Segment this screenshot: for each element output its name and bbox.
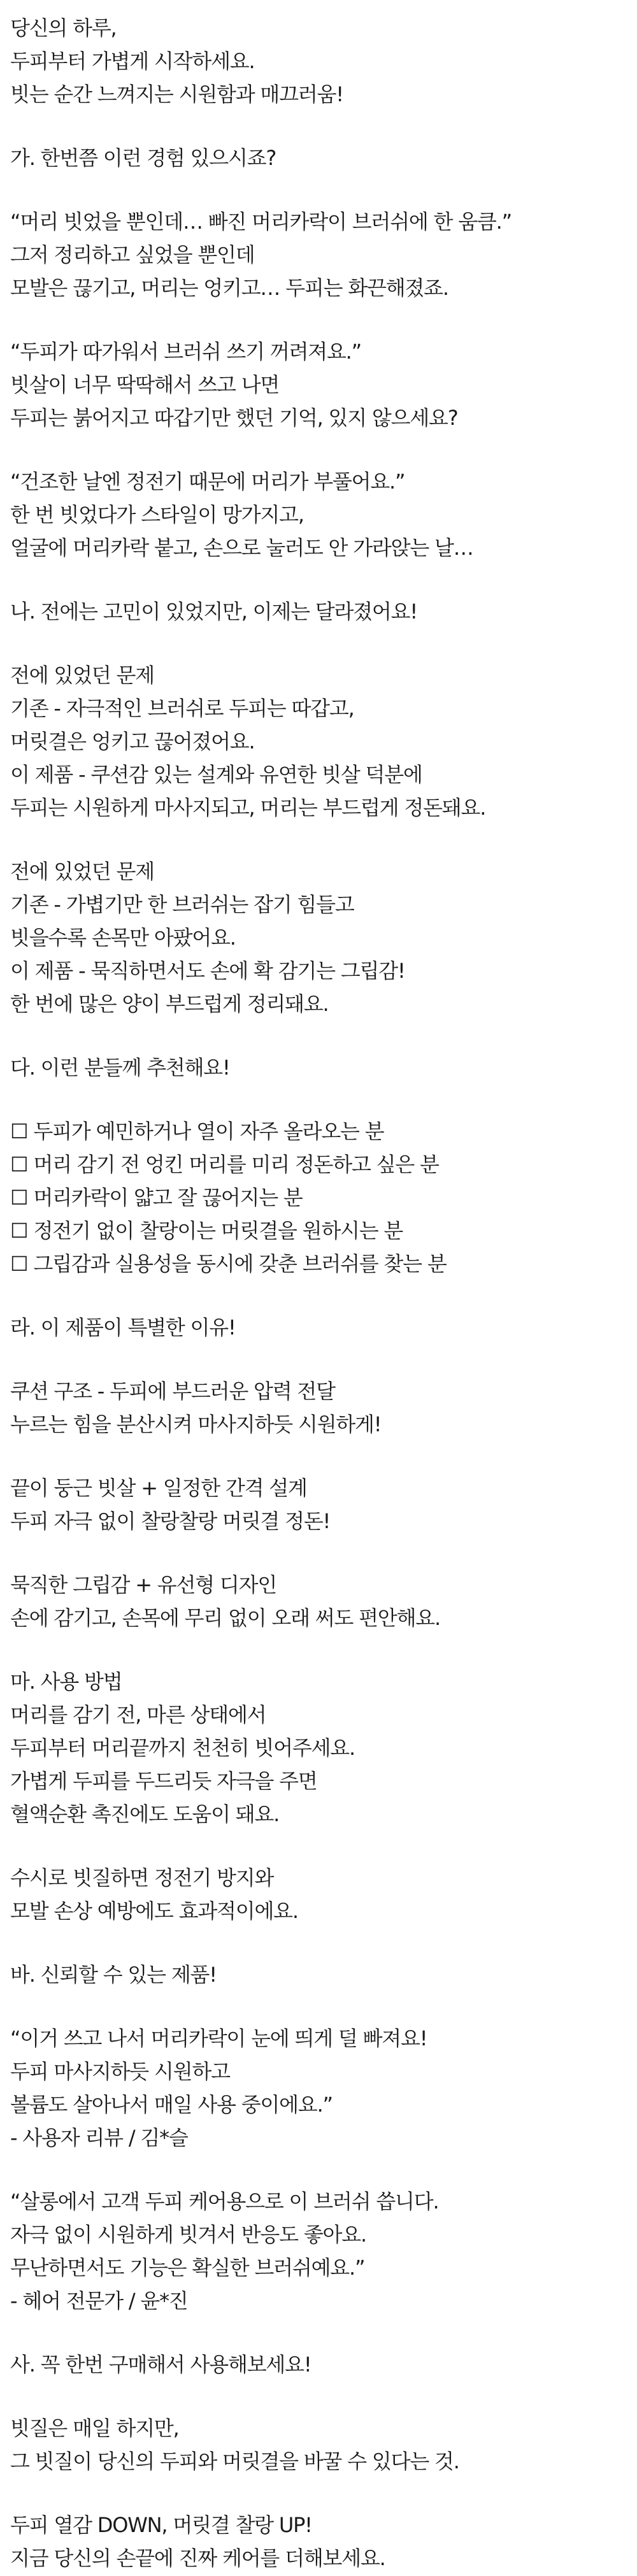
text-line: 누르는 힘을 분산시켜 마사지하듯 시원하게! xyxy=(10,1412,382,1436)
text-line: “건조한 날엔 정전기 때문에 머리가 부풀어요.” xyxy=(10,469,405,494)
text-line: 무난하면서도 기능은 확실한 브러쉬예요.” xyxy=(10,2256,365,2280)
text-line: “두피가 따가워서 브러쉬 쓰기 꺼려져요.” xyxy=(10,340,362,364)
text-line: 자극 없이 시원하게 빗겨서 반응도 좋아요. xyxy=(10,2222,366,2247)
text-line: 두피 열감 DOWN, 머릿결 찰랑 UP! xyxy=(10,2513,312,2537)
text-paragraph xyxy=(10,465,637,564)
text-line: 손에 감기고, 손목에 무리 없이 오래 써도 편안해요. xyxy=(10,1606,440,1630)
text-line: ☐ 정전기 없이 찰랑이는 머릿결을 원하시는 분 xyxy=(10,1219,403,1243)
paragraph-gap xyxy=(10,824,637,855)
paragraph-gap xyxy=(10,1538,637,1568)
text-line: 끝이 둥근 빗살 + 일정한 간격 설계 xyxy=(10,1476,307,1500)
text-line: ☐ 머리 감기 전 엉킨 머리를 미리 정돈하고 싶은 분 xyxy=(10,1152,439,1177)
text-line: 나. 전에는 고민이 있었지만, 이제는 달라졌어요! xyxy=(10,599,417,624)
text-line: 전에 있었던 문제 xyxy=(10,859,154,884)
text-paragraph xyxy=(10,1311,637,1344)
paragraph-gap xyxy=(10,1831,637,1861)
text-line: 가볍게 두피를 두드리듯 자극을 주면 xyxy=(10,1769,317,1793)
paragraph-gap xyxy=(10,1928,637,1958)
text-line: 그 빗질이 당신의 두피와 머릿결을 바꿀 수 있다는 것. xyxy=(10,2449,459,2473)
text-line: 수시로 빗질하면 정전기 방지와 xyxy=(10,1866,274,1890)
text-line: 한 번에 많은 양이 부드럽게 정리돼요. xyxy=(10,992,329,1016)
text-paragraph xyxy=(10,1115,637,1280)
text-line: 두피 마사지하듯 시원하고 xyxy=(10,2059,230,2084)
text-line: 얼굴에 머리카락 붙고, 손으로 눌러도 안 가라앉는 날… xyxy=(10,536,473,560)
text-paragraph xyxy=(10,205,637,304)
text-paragraph xyxy=(10,2185,637,2317)
text-line: 기존 - 자극적인 브러쉬로 두피는 따갑고, xyxy=(10,696,354,720)
text-paragraph xyxy=(10,1471,637,1538)
text-line: 마. 사용 방법 xyxy=(10,1670,122,1694)
text-line: 두피부터 머리끝까지 천천히 빗어주세요. xyxy=(10,1736,355,1760)
text-line: 두피부터 가볍게 시작하세요. xyxy=(10,49,255,73)
paragraph-gap xyxy=(10,434,637,465)
text-line: 빗살이 너무 딱딱해서 쓰고 나면 xyxy=(10,373,280,397)
text-line: ☐ 머리카락이 얇고 잘 끊어지는 분 xyxy=(10,1185,303,1210)
paragraph-gap xyxy=(10,2154,637,2185)
text-paragraph xyxy=(10,1568,637,1635)
paragraph-gap xyxy=(10,2478,637,2508)
text-line: 이 제품 - 쿠션감 있는 설계와 유연한 빗살 덕분에 xyxy=(10,762,422,787)
paragraph-gap xyxy=(10,1441,637,1471)
text-line: 빗는 순간 느껴지는 시원함과 매끄러움! xyxy=(10,82,343,106)
text-line: 빗질은 매일 하지만, xyxy=(10,2416,179,2440)
text-line: 두피는 시원하게 마사지되고, 머리는 부드럽게 정돈돼요. xyxy=(10,796,486,820)
text-paragraph xyxy=(10,11,637,111)
text-line: 두피는 붉어지고 따갑기만 했던 기억, 있지 않으세요? xyxy=(10,406,458,430)
paragraph-gap xyxy=(10,304,637,335)
text-line: 두피 자극 없이 찰랑찰랑 머릿결 정돈! xyxy=(10,1509,331,1533)
text-line: 모발 손상 예방에도 효과적이에요. xyxy=(10,1899,298,1923)
text-paragraph xyxy=(10,1861,637,1928)
text-line: 혈액순환 촉진에도 도움이 돼요. xyxy=(10,1802,280,1826)
paragraph-gap xyxy=(10,1280,637,1311)
paragraph-gap xyxy=(10,1344,637,1375)
text-line: “머리 빗었을 뿐인데… 빠진 머리카락이 브러쉬에 한 움큼.” xyxy=(10,210,512,234)
text-line: 그저 정리하고 싶었을 뿐인데 xyxy=(10,243,255,267)
text-line: 묵직한 그립감 + 유선형 디자인 xyxy=(10,1573,277,1597)
text-paragraph xyxy=(10,2348,637,2381)
paragraph-gap xyxy=(10,2317,637,2348)
text-line: 볼륨도 살아나서 매일 사용 중이에요.” xyxy=(10,2093,333,2117)
text-line: 기존 - 가볍기만 한 브러쉬는 잡기 힘들고 xyxy=(10,892,354,917)
text-line: - 사용자 리뷰 / 김*슬 xyxy=(10,2126,188,2150)
text-paragraph xyxy=(10,141,637,175)
text-paragraph xyxy=(10,595,637,628)
text-paragraph xyxy=(10,1375,637,1441)
text-line: 전에 있었던 문제 xyxy=(10,663,154,687)
text-line: 지금 당신의 손끝에 진짜 케어를 더해보세요. xyxy=(10,2546,385,2570)
paragraph-gap xyxy=(10,1635,637,1665)
text-paragraph xyxy=(10,1665,637,1831)
text-paragraph xyxy=(10,2022,637,2154)
paragraph-gap xyxy=(10,2381,637,2412)
text-paragraph xyxy=(10,659,637,824)
text-paragraph xyxy=(10,855,637,1020)
text-line: 한 번 빗었다가 스타일이 망가지고, xyxy=(10,503,304,527)
text-line: 머리를 감기 전, 마른 상태에서 xyxy=(10,1703,266,1727)
text-paragraph xyxy=(10,1051,637,1084)
text-line: 모발은 끊기고, 머리는 엉키고… 두피는 화끈해졌죠. xyxy=(10,276,448,300)
paragraph-gap xyxy=(10,175,637,205)
text-line: 가. 한번쯤 이런 경험 있으시죠? xyxy=(10,146,276,170)
text-line: 당신의 하루, xyxy=(10,16,117,40)
paragraph-gap xyxy=(10,564,637,595)
text-line: 이 제품 - 묵직하면서도 손에 확 감기는 그립감! xyxy=(10,959,405,983)
paragraph-gap xyxy=(10,1020,637,1051)
paragraph-gap xyxy=(10,111,637,141)
text-line: ☐ 그립감과 실용성을 동시에 갖춘 브러쉬를 찾는 분 xyxy=(10,1252,447,1276)
paragraph-gap xyxy=(10,628,637,659)
text-paragraph xyxy=(10,2508,637,2575)
text-line: 쿠션 구조 - 두피에 부드러운 압력 전달 xyxy=(10,1379,335,1403)
text-line: - 헤어 전문가 / 윤*진 xyxy=(10,2289,188,2313)
text-line: 빗을수록 손목만 아팠어요. xyxy=(10,926,236,950)
text-line: “이거 쓰고 나서 머리카락이 눈에 띄게 덜 빠져요! xyxy=(10,2026,427,2050)
text-paragraph xyxy=(10,335,637,434)
text-line: ☐ 두피가 예민하거나 열이 자주 올라오는 분 xyxy=(10,1119,384,1143)
text-paragraph xyxy=(10,1958,637,1991)
text-line: 라. 이 제품이 특별한 이유! xyxy=(10,1315,236,1340)
paragraph-gap xyxy=(10,1991,637,2022)
paragraph-gap xyxy=(10,1084,637,1115)
text-line: 사. 꼭 한번 구매해서 사용해보세요! xyxy=(10,2352,311,2377)
text-line: 다. 이런 분들께 추천해요! xyxy=(10,1055,230,1080)
text-line: 머릿결은 엉키고 끊어졌어요. xyxy=(10,729,255,754)
text-line: 바. 신뢰할 수 있는 제품! xyxy=(10,1963,217,1987)
text-paragraph xyxy=(10,2412,637,2478)
text-line: “살롱에서 고객 두피 케어용으로 이 브러쉬 씁니다. xyxy=(10,2189,439,2214)
